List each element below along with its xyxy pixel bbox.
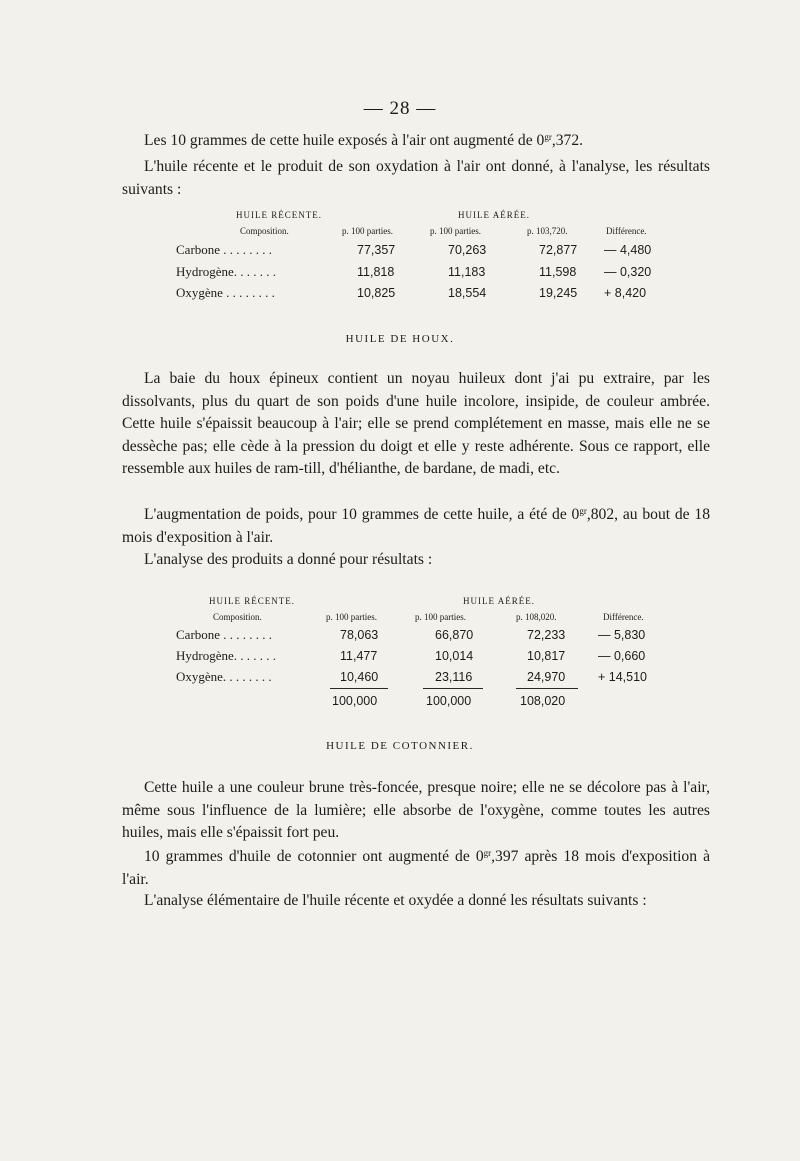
sum-rule xyxy=(516,688,578,689)
value-cell: 72,233 xyxy=(527,628,566,642)
value-cell: 66,870 xyxy=(435,628,474,642)
paragraph-cotonnier-weight-gain: 10 grammes d'huile de cotonnier ont augmenté de $0^{gr},397$ après 18 mois d'exposition à l'air. xyxy=(122,848,710,888)
header-huile-aeree: HUILE AÉRÉE. xyxy=(463,596,535,606)
paragraph-houx-weight-gain: L'augmentation de poids, pour 10 grammes de cette huile, a été de $0^{gr},802$, au bout de 18 mois d'exposition à l'air. xyxy=(122,506,710,546)
col-composition: Composition. xyxy=(213,612,262,622)
col-p108020: p. 108,020. xyxy=(516,612,557,622)
sum-rule xyxy=(330,688,388,689)
value-cell: + 14,510 xyxy=(598,670,648,684)
value-cell: 19,245 xyxy=(539,286,578,300)
section-title-houx: HUILE DE HOUX. xyxy=(345,333,455,345)
value-cell: + 8,420 xyxy=(604,286,647,300)
header-huile-aeree: HUILE AÉRÉE. xyxy=(458,210,530,220)
row-label: Hydrogène. . . . . . . xyxy=(176,264,277,279)
value-cell: 11,477 xyxy=(340,649,378,663)
value-cell: 24,970 xyxy=(527,670,566,684)
col-p103720: p. 103,720. xyxy=(527,226,568,236)
paragraph-cotonnier-description: Cette huile a une couleur brune très-foncée, presque noire; elle ne se décolore pas à l'air, même sous l'influence de la lumière; elle absorbe de l'oxygène, comme toutes les autres huiles, mais elle s'épaissit fort peu. xyxy=(122,779,710,842)
value-cell: — 0,320 xyxy=(604,265,652,279)
sum-rule xyxy=(423,688,483,689)
col-p100-recent: p. 100 parties. xyxy=(342,226,393,236)
row-label: Carbone . . . . . . . . xyxy=(176,627,273,642)
value-cell: — 5,830 xyxy=(598,628,646,642)
col-composition: Composition. xyxy=(240,226,289,236)
row-label: Carbone . . . . . . . . xyxy=(176,242,273,257)
paragraph-weight-gain: Les 10 grammes de cette huile exposés à l'air ont augmenté de $0^{gr},372$. xyxy=(144,132,584,149)
col-difference: Différence. xyxy=(606,226,647,236)
row-label: Hydrogène. . . . . . . xyxy=(176,648,277,663)
row-label: Oxygène . . . . . . . . xyxy=(176,285,275,300)
col-p100-aeree: p. 100 parties. xyxy=(415,612,466,622)
value-cell: — 4,480 xyxy=(604,243,652,257)
col-p100-recent: p. 100 parties. xyxy=(326,612,377,622)
page-number: — 28 — xyxy=(363,98,437,119)
paragraph-cotonnier-results-intro: L'analyse élémentaire de l'huile récente et oxydée a donné les résultats suivants : xyxy=(144,892,647,909)
value-cell: 10,014 xyxy=(435,649,474,663)
value-cell: — 0,660 xyxy=(598,649,646,663)
value-cell: 77,357 xyxy=(357,243,396,257)
value-cell: 11,598 xyxy=(539,265,577,279)
value-cell: 72,877 xyxy=(539,243,578,257)
header-huile-recente: HUILE RÉCENTE. xyxy=(209,596,295,606)
value-cell: 78,063 xyxy=(340,628,379,642)
row-label: Oxygène. . . . . . . . xyxy=(176,669,272,684)
value-cell: 18,554 xyxy=(448,286,487,300)
total-cell: 108,020 xyxy=(520,694,566,708)
col-p100-aeree: p. 100 parties. xyxy=(430,226,481,236)
total-cell: 100,000 xyxy=(332,694,378,708)
value-cell: 10,460 xyxy=(340,670,379,684)
section-title-cotonnier: HUILE DE COTONNIER. xyxy=(326,740,474,752)
paragraph-houx-description: La baie du houx épineux contient un noyau huileux dont j'ai pu extraire, par les dissolvants, plus du quart de son poids d'une huile incolore, insipide, de couleur ambrée. Cette huile s'épaissit beaucoup à l'air; elle se prend complétement en masse, mais elle ne se dessèche pas; elle cède à la pression du doigt et elle y reste adhérente. Sous ce rapport, elle ressemble aux huiles de ram-till, d'hélianthe, de bardane, de madi, etc. xyxy=(122,370,710,478)
paragraph-analysis-intro: L'huile récente et le produit de son oxydation à l'air ont donné, à l'analyse, les résultats suivants : xyxy=(122,158,710,198)
paragraph-houx-results-intro: L'analyse des produits a donné pour résultats : xyxy=(144,551,433,568)
col-difference: Différence. xyxy=(603,612,644,622)
value-cell: 10,817 xyxy=(527,649,566,663)
value-cell: 11,818 xyxy=(357,265,395,279)
total-cell: 100,000 xyxy=(426,694,472,708)
value-cell: 10,825 xyxy=(357,286,396,300)
value-cell: 11,183 xyxy=(448,265,486,279)
header-huile-recente: HUILE RÉCENTE. xyxy=(236,210,322,220)
value-cell: 23,116 xyxy=(435,670,473,684)
value-cell: 70,263 xyxy=(448,243,487,257)
